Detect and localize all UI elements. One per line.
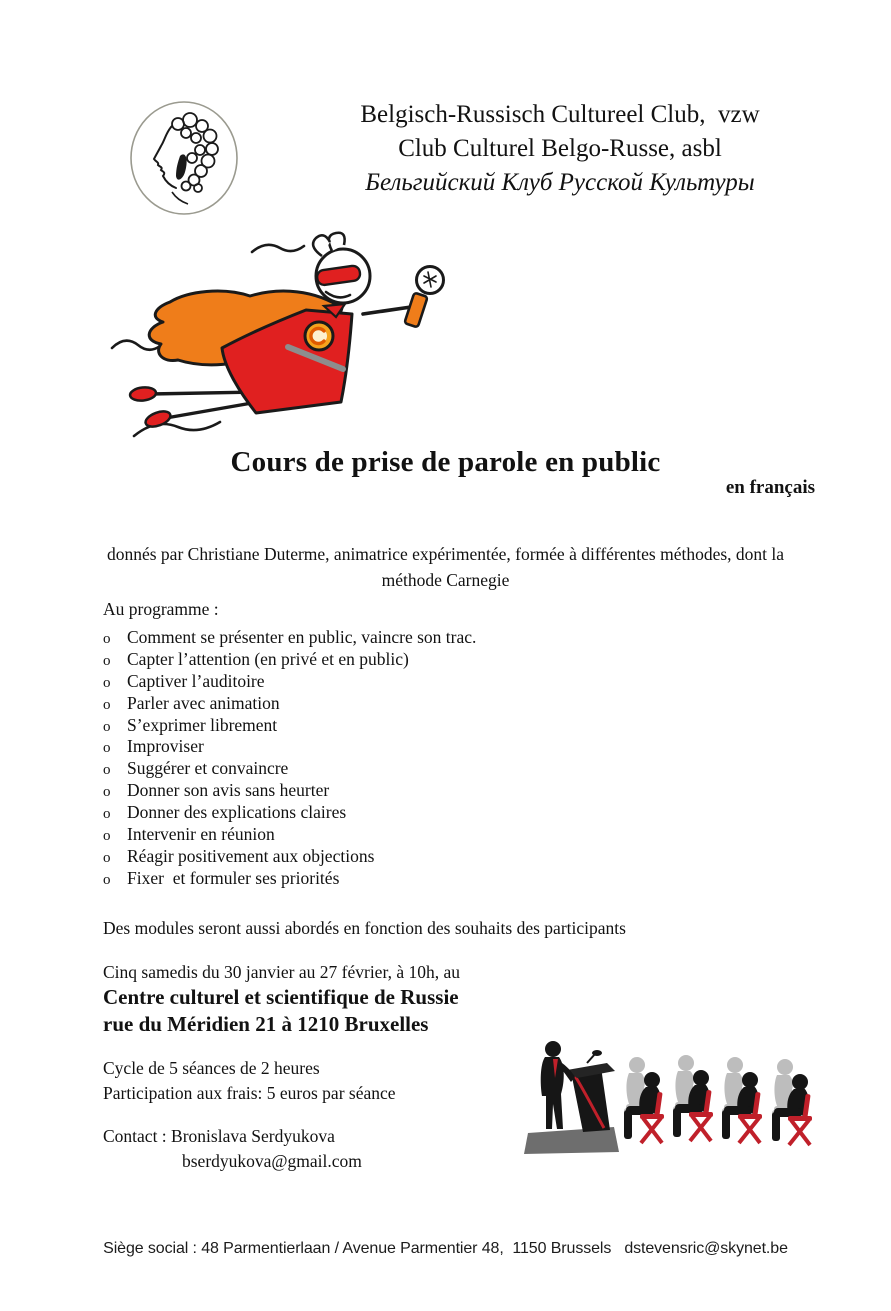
course-intro: donnés par Christiane Duterme, animatrice expérimentée, formée à différentes méthodes, dont la méthode Carnegie (106, 544, 785, 590)
program-item: o Fixer et formuler ses priorités (103, 867, 340, 888)
circle-bullet-icon: o (103, 828, 111, 845)
language-note: en français (725, 477, 815, 498)
circle-bullet-icon: o (103, 784, 111, 801)
program-list (103, 627, 663, 890)
circle-bullet-icon: o (103, 849, 111, 866)
contact-section (103, 1124, 362, 1173)
club-name-nl: Belgisch-Russisch Cultureel Club, vzw (360, 101, 760, 128)
program-item: o Intervenir en réunion (103, 824, 275, 845)
superhero-speaker-illustration (110, 230, 450, 448)
program-item: o S’exprimer librement (103, 714, 278, 735)
contact-name: Contact : Bronislava Serdyukova (103, 1126, 335, 1146)
program-item: o Comment se présenter en public, vaincre son trac. (103, 627, 477, 647)
circle-bullet-icon: o (103, 762, 111, 779)
circle-bullet-icon: o (103, 871, 111, 888)
circle-bullet-icon: o (103, 652, 111, 669)
circle-bullet-icon: o (103, 631, 111, 647)
pushkin-portrait-logo (128, 100, 240, 216)
program-item: o Donner des explications claires (103, 802, 347, 823)
club-name-ru: Бельгийский Клуб Русской Культуры (365, 169, 755, 196)
program-item: o Réagir positivement aux objections (103, 845, 375, 866)
details-section (103, 1056, 396, 1105)
program-item: o Parler avec animation (103, 692, 280, 713)
program-heading: Au programme : (103, 599, 219, 619)
program-item: o Suggérer et convaincre (103, 758, 289, 779)
course-title: Cours de prise de parole en public (230, 446, 661, 478)
schedule-section (103, 960, 460, 1038)
program-item: o Improviser (103, 736, 204, 757)
speaker-audience-illustration (524, 1034, 820, 1154)
program-item: o Capter l’attention (en privé et en public) (103, 648, 409, 669)
schedule-dates: Cinq samedis du 30 janvier au 27 février, à 10h, au (103, 962, 460, 982)
fee-info: Participation aux frais: 5 euros par séance (103, 1082, 396, 1103)
cycle-info: Cycle de 5 séances de 2 heures (103, 1058, 320, 1078)
program-item: o Captiver l’auditoire (103, 670, 265, 691)
contact-email: bserdyukova@gmail.com (182, 1150, 362, 1171)
club-name-fr: Club Culturel Belgo-Russe, asbl (398, 135, 722, 162)
circle-bullet-icon: o (103, 806, 111, 823)
venue-address: rue du Méridien 21 à 1210 Bruxelles (103, 1012, 429, 1036)
modules-note: Des modules seront aussi abordés en fonction des souhaits des participants (103, 918, 626, 938)
program-section (103, 599, 663, 890)
circle-bullet-icon: o (103, 674, 111, 691)
program-item: o Donner son avis sans heurter (103, 780, 330, 801)
venue-name: Centre culturel et scientifique de Russie (103, 985, 459, 1009)
footer-address: Siège social : 48 Parmentierlaan / Avenue Parmentier 48, 1150 Brussels dstevensric@skynet.be (103, 1240, 788, 1257)
circle-bullet-icon: o (103, 696, 111, 713)
circle-bullet-icon: o (103, 740, 111, 757)
circle-bullet-icon: o (103, 718, 111, 735)
